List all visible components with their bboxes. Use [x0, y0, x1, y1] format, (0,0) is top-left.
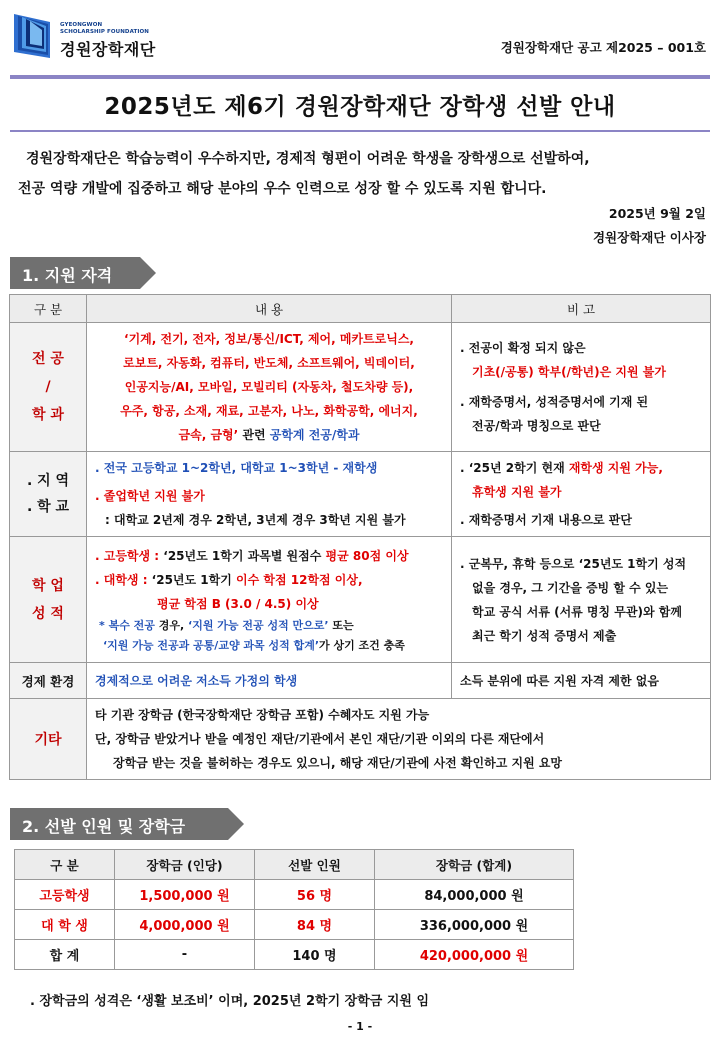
section-2-heading — [10, 808, 250, 840]
header-remarks: 비 고 — [452, 295, 711, 323]
major-content: ‘기계, 전기, 전자, 정보/통신/ICT, 제어, 메카트로닉스, 로보트, 자동화, 컴퓨터, 반도체, 소프트웨어, 빅데이터, 인공지능/AI, 모바일, 모빌리티 (자동차, 철도차량 등), 우주, 항공, 소재, 재료, 고분자, 나노, 화학공학, 에너지, 금속, 금형’ 관련 공학계 전공/학과 — [87, 323, 452, 452]
document-header — [0, 0, 720, 78]
table-row-grades — [10, 537, 711, 663]
table-header-row — [10, 295, 711, 323]
header-total: 장학금 (합계) — [375, 850, 574, 880]
other-content: 타 기관 장학금 (한국장학재단 장학금 포함) 수혜자도 지원 가능 단, 장학금 받았거나 받을 예정인 재단/기관에서 본인 재단/기관 이외의 다른 재단에서 장학금 받는 것을 불허하는 경우도 있으니, 해당 재단/기관에 사전 확인하고 지원 요망 — [87, 699, 711, 780]
region-remarks: . ‘25년 2학기 현재 재학생 지원 가능, 휴학생 지원 불가 . 재학증명서 기재 내용으로 판단 — [452, 452, 711, 537]
grades-content: . 고등학생 : ‘25년도 1학기 과목별 원점수 평균 80점 이상 . 대학생 : ‘25년도 1학기 이수 학점 12학점 이상, 평균 학점 B (3.0 / 4.5) 이상 * 복수 전공 경우, ‘지원 가능 전공 성적 만으로’ 또는 ‘지원 가능 전공과 공통/교양 과목 성적 합계’가 상기 조건 충족 — [87, 537, 452, 663]
row-per-person: 4,000,000 원 — [115, 910, 255, 940]
table-row-economic — [10, 663, 711, 699]
section-1-title: 1. 지원 자격 — [10, 257, 140, 289]
economic-content: 경제적으로 어려운 저소득 가정의 학생 — [87, 663, 452, 699]
row-per-person: 1,500,000 원 — [115, 880, 255, 910]
region-content: . 전국 고등학교 1~2학년, 대학교 1~3학년 - 재학생 . 졸업학년 지원 불가 : 대학교 2년제 경우 2학년, 3년제 경우 3학년 지원 불가 — [87, 452, 452, 537]
row-count: 84 명 — [255, 910, 375, 940]
eligibility-table — [9, 294, 711, 780]
intro-line-2: 전공 역량 개발에 집중하고 해당 분야의 우수 인력으로 성장 할 수 있도록 지원 합니다. — [18, 181, 547, 197]
header-category: 구 분 — [10, 295, 87, 323]
scholarship-header-row — [15, 850, 574, 880]
row-count: 140 명 — [255, 940, 375, 970]
row-label-grades: 학 업 성 적 — [10, 537, 87, 663]
title-divider — [10, 130, 710, 132]
header-count: 선발 인원 — [255, 850, 375, 880]
row-label-region: . 지 역 . 학 교 — [10, 452, 87, 537]
header-per-person: 장학금 (인당) — [115, 850, 255, 880]
section-1-heading — [10, 257, 160, 289]
header-category: 구 분 — [15, 850, 115, 880]
row-count: 56 명 — [255, 880, 375, 910]
notice-signer: 경원장학재단 이사장 — [592, 230, 706, 245]
table-row-major — [10, 323, 711, 452]
logo-korean-name: 경원장학재단 — [60, 40, 156, 59]
row-label-other: 기타 — [10, 699, 87, 780]
row-category: 고등학생 — [15, 880, 115, 910]
notice-number: 경원장학재단 공고 제2025 – 001호 — [500, 40, 706, 55]
notice-date: 2025년 9월 2일 — [608, 206, 706, 221]
book-logo-icon — [10, 12, 54, 58]
table-row — [15, 880, 574, 910]
intro-line-1: 경원장학재단은 학습능력이 우수하지만, 경제적 형편이 어려운 학생을 장학생으로 선발하여, — [26, 151, 590, 167]
major-remarks: . 전공이 확정 되지 않은 기초(/공통) 학부(/학년)은 지원 불가 . 재학증명서, 성적증명서에 기재 된 전공/학과 명칭으로 판단 — [452, 323, 711, 452]
section-2-title: 2. 선발 인원 및 장학금 — [10, 808, 228, 840]
foundation-logo — [10, 12, 180, 62]
economic-remarks: 소득 분위에 따른 지원 자격 제한 없음 — [452, 663, 711, 699]
row-total: 84,000,000 원 — [375, 880, 574, 910]
row-total: 336,000,000 원 — [375, 910, 574, 940]
row-per-person: - — [115, 940, 255, 970]
scholarship-footnote: . 장학금의 성격은 ‘생활 보조비’ 이며, 2025년 2학기 장학금 지원 임 — [30, 994, 430, 1009]
table-row-other — [10, 699, 711, 780]
table-row — [15, 910, 574, 940]
logo-english-text: GYEONGWON SCHOLARSHIP FOUNDATION — [60, 22, 150, 35]
header-content: 내 용 — [87, 295, 452, 323]
intro-paragraph — [18, 144, 708, 204]
page-title: 2025년도 제6기 경원장학재단 장학생 선발 안내 — [104, 94, 616, 120]
row-label-economic: 경제 환경 — [10, 663, 87, 699]
header-divider — [10, 75, 710, 79]
table-row-total — [15, 940, 574, 970]
row-total: 420,000,000 원 — [375, 940, 574, 970]
row-category: 대 학 생 — [15, 910, 115, 940]
row-label-major: 전 공 / 학 과 — [10, 323, 87, 452]
grades-remarks: . 군복무, 휴학 등으로 ‘25년도 1학기 성적 없을 경우, 그 기간을 증빙 할 수 있는 학교 공식 서류 (서류 명칭 무관)와 함께 최근 학기 성적 증명서 제출 — [452, 537, 711, 663]
page-number: - 1 - — [347, 1020, 373, 1033]
table-row-region — [10, 452, 711, 537]
scholarship-table — [14, 849, 574, 970]
row-category: 합 계 — [15, 940, 115, 970]
